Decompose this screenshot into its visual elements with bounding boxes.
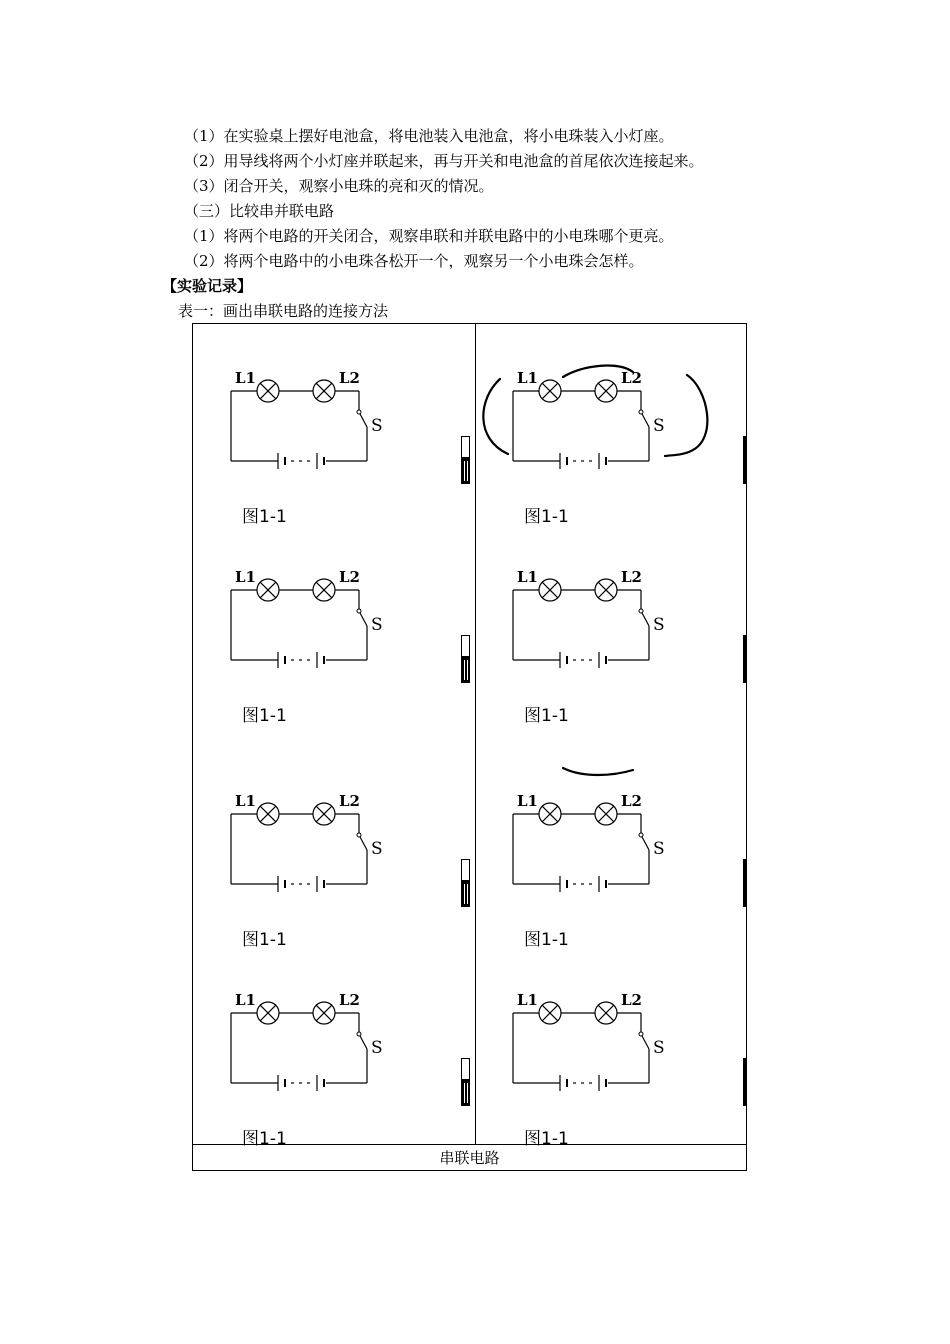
lamp1-label: L1 <box>235 568 256 586</box>
bulb-icon <box>313 380 335 402</box>
step-line: （1）在实验桌上摆好电池盒，将电池装入电池盒，将小电珠装入小灯座。 <box>184 127 674 145</box>
battery-icon <box>278 876 324 892</box>
circuit-wires <box>231 590 367 660</box>
step-line: （2）将两个电路中的小电珠各松开一个，观察另一个小电珠会怎样。 <box>184 252 644 270</box>
bulb-icon <box>595 803 617 825</box>
bulb-icon <box>595 579 617 601</box>
lamp2-label: L2 <box>339 369 360 387</box>
lamp2-label: L2 <box>339 568 360 586</box>
record-table <box>192 323 747 1171</box>
circuit-wires <box>513 1013 649 1083</box>
battery-icon <box>278 652 324 668</box>
lamp1-label: L1 <box>517 369 538 387</box>
column-divider <box>475 324 476 1144</box>
switch-label: S <box>653 615 665 635</box>
handwritten-mark <box>563 768 633 775</box>
switch-label: S <box>653 1038 665 1058</box>
step-line: （3）闭合开关，观察小电珠的亮和灭的情况。 <box>184 177 494 195</box>
figure-caption: 图1-1 <box>524 706 569 726</box>
lamp1-label: L1 <box>517 792 538 810</box>
figure-caption: 图1-1 <box>524 1129 569 1149</box>
bulb-icon <box>257 1002 279 1024</box>
lamp2-label: L2 <box>339 792 360 810</box>
battery-icon <box>560 1075 606 1091</box>
step-line: （2）用导线将两个小灯座并联起来，再与开关和电池盒的首尾依次连接起来。 <box>184 152 704 170</box>
table-footer-label: 串联电路 <box>439 1149 500 1167</box>
table-caption: 表一：画出串联电路的连接方法 <box>178 302 389 320</box>
switch-label: S <box>653 416 665 436</box>
lamp2-label: L2 <box>621 369 642 387</box>
lamp2-label: L2 <box>621 991 642 1009</box>
cropped-image-fragment <box>743 436 747 484</box>
step-line: （1）将两个电路的开关闭合，观察串联和并联电路中的小电珠哪个更亮。 <box>184 227 674 245</box>
lamp1-label: L1 <box>235 369 256 387</box>
circuit-wires <box>231 1013 367 1083</box>
battery-icon <box>278 453 324 469</box>
circuit-diagram <box>483 991 683 1171</box>
bulb-icon <box>595 1002 617 1024</box>
bulb-icon <box>539 803 561 825</box>
figure-caption: 图1-1 <box>242 706 287 726</box>
circuit-wires <box>231 814 367 884</box>
lamp1-label: L1 <box>517 568 538 586</box>
circuit-wires <box>513 590 649 660</box>
bulb-icon <box>595 380 617 402</box>
bulb-icon <box>257 803 279 825</box>
circuit-diagram <box>483 792 683 972</box>
bulb-icon <box>539 380 561 402</box>
circuit-diagram <box>483 568 683 748</box>
lamp1-label: L1 <box>517 991 538 1009</box>
cropped-image-fragment <box>743 1058 747 1106</box>
figure-caption: 图1-1 <box>524 930 569 950</box>
switch-label: S <box>371 1038 383 1058</box>
battery-icon <box>278 1075 324 1091</box>
battery-icon <box>560 652 606 668</box>
bulb-icon <box>313 579 335 601</box>
battery-icon <box>560 876 606 892</box>
bulb-icon <box>257 380 279 402</box>
battery-icon <box>560 453 606 469</box>
circuit-diagram <box>201 991 401 1171</box>
lamp1-label: L1 <box>235 991 256 1009</box>
circuit-diagram <box>483 369 683 549</box>
circuit-diagram <box>201 792 401 972</box>
bulb-icon <box>313 803 335 825</box>
circuit-wires <box>231 391 367 461</box>
record-heading: 【实验记录】 <box>162 277 253 295</box>
circuit-diagram <box>201 568 401 748</box>
circuit-wires <box>513 814 649 884</box>
cropped-image-fragment <box>743 859 747 907</box>
lamp1-label: L1 <box>235 792 256 810</box>
figure-caption: 图1-1 <box>524 507 569 527</box>
circuit-wires <box>513 391 649 461</box>
circuit-diagram <box>201 369 401 549</box>
section-heading: （三）比较串并联电路 <box>184 202 335 220</box>
bulb-icon <box>257 579 279 601</box>
switch-label: S <box>371 615 383 635</box>
bulb-icon <box>313 1002 335 1024</box>
figure-caption: 图1-1 <box>242 930 287 950</box>
figure-caption: 图1-1 <box>242 507 287 527</box>
switch-label: S <box>371 839 383 859</box>
cropped-image-fragment <box>743 635 747 683</box>
switch-label: S <box>371 416 383 436</box>
lamp2-label: L2 <box>339 991 360 1009</box>
bulb-icon <box>539 1002 561 1024</box>
switch-label: S <box>653 839 665 859</box>
lamp2-label: L2 <box>621 792 642 810</box>
bulb-icon <box>539 579 561 601</box>
lamp2-label: L2 <box>621 568 642 586</box>
figure-caption: 图1-1 <box>242 1129 287 1149</box>
